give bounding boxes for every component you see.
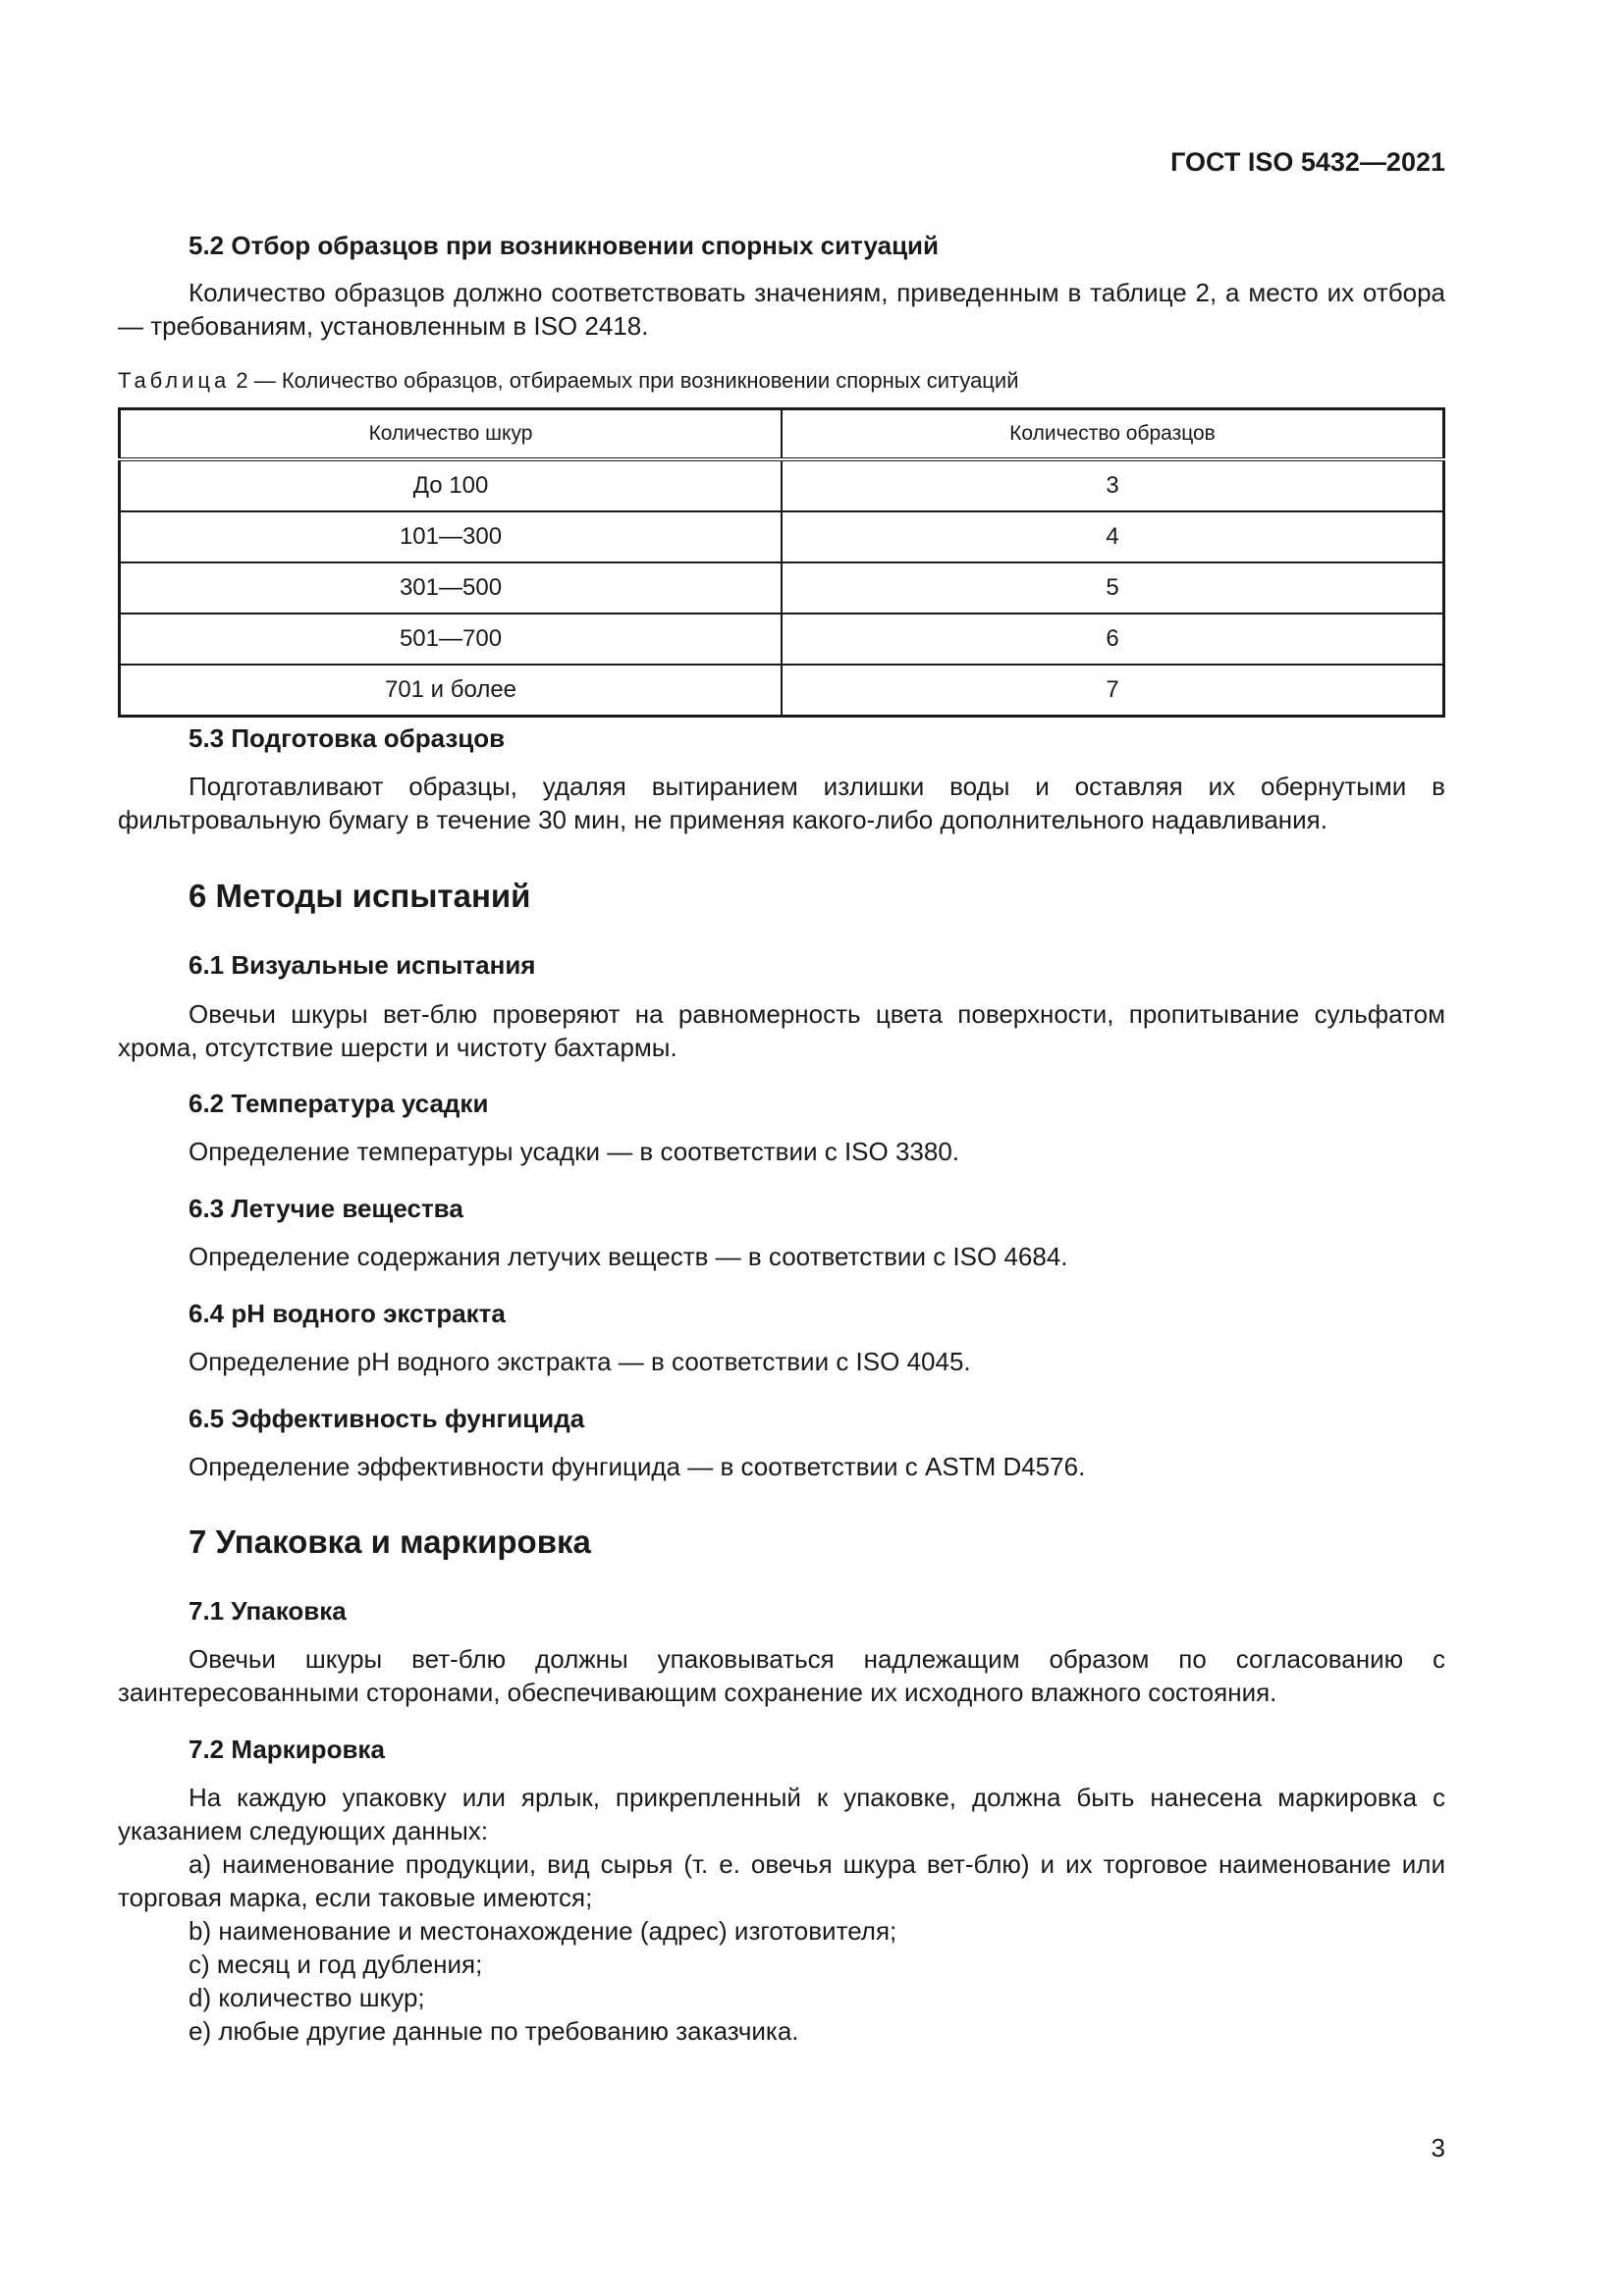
section-7-1-text: Овечьи шкуры вет-блю должны упаковываться надлежащим образом по согласованию с заинтересованными сторонами, обеспечивающим сохранение их исходного влажного состояния. <box>118 1644 1445 1707</box>
section-6-2-title: 6.2 Температура усадки <box>189 1089 489 1118</box>
table-header-row <box>120 409 1444 460</box>
section-6-3-text: Определение содержания летучих веществ — в соответствии с ISO 4684. <box>189 1242 1068 1271</box>
section-7-1-title: 7.1 Упаковка <box>189 1596 347 1626</box>
page-number: 3 <box>1431 2133 1445 2163</box>
table-row <box>120 665 1444 717</box>
table-cell: 301—500 <box>120 562 783 614</box>
table-cell: 101—300 <box>120 511 783 562</box>
section-6-2-text: Определение температуры усадки — в соответствии с ISO 3380. <box>189 1137 960 1166</box>
section-6-4-title: 6.4 рН водного экстракта <box>189 1299 506 1328</box>
section-6-5-title: 6.5 Эффективность фунгицида <box>189 1404 585 1433</box>
section-6-title: 6 Методы испытаний <box>189 878 531 914</box>
document-header: ГОСТ ISO 5432—2021 <box>1170 147 1445 177</box>
table-row <box>120 511 1444 562</box>
list-item: b) наименование и местонахождение (адрес) изготовителя; <box>189 1916 897 1946</box>
table-cell: 7 <box>782 665 1444 717</box>
table-header-cell: Количество шкур <box>120 409 783 460</box>
table-row <box>120 562 1444 614</box>
section-6-3-title: 6.3 Летучие вещества <box>189 1194 463 1223</box>
section-6-4-text: Определение рН водного экстракта — в соответствии с ISO 4045. <box>189 1347 971 1376</box>
section-6-1-text: Овечьи шкуры вет-блю проверяют на равномерность цвета поверхности, пропитывание сульфатом хрома, отсутствие шерсти и чистоту бахтармы. <box>118 999 1445 1062</box>
table-cell: 701 и более <box>120 665 783 717</box>
table-cell: 5 <box>782 562 1444 614</box>
section-5-3-title: 5.3 Подготовка образцов <box>189 723 506 753</box>
table-cell: 6 <box>782 614 1444 665</box>
table-caption-word: Таблица <box>118 368 231 393</box>
table-cell: До 100 <box>120 459 783 511</box>
section-6-1-title: 6.1 Визуальные испытания <box>189 950 536 980</box>
table-row <box>120 459 1444 511</box>
samples-table <box>118 407 1445 718</box>
table-row <box>120 614 1444 665</box>
list-item: e) любые другие данные по требованию заказчика. <box>189 2016 799 2046</box>
section-5-2-title: 5.2 Отбор образцов при возникновении спорных ситуаций <box>189 231 940 260</box>
list-item: a) наименование продукции, вид сырья (т. е. овечья шкура вет-блю) и их торговое наименование или торговая марка, если таковые имеются; <box>118 1849 1445 1912</box>
section-7-title: 7 Упаковка и маркировка <box>189 1523 591 1560</box>
marking-list <box>118 1847 1445 2048</box>
table-cell: 501—700 <box>120 614 783 665</box>
table-cell: 3 <box>782 459 1444 511</box>
section-5-2-text: Количество образцов должно соответствовать значениям, приведенным в таблице 2, а место их отбора — требованиям, установленным в ISO 2418. <box>118 278 1445 341</box>
list-item: d) количество шкур; <box>189 1983 425 2012</box>
section-7-2-text: На каждую упаковку или ярлык, прикрепленный к упаковке, должна быть нанесена маркировка с указанием следующих данных: <box>118 1783 1445 1845</box>
section-6-5-text: Определение эффективности фунгицида — в соответствии с ASTM D4576. <box>189 1452 1086 1481</box>
table-caption-text: 2 — Количество образцов, отбираемых при возникновении спорных ситуаций <box>230 368 1019 393</box>
table-header-cell: Количество образцов <box>782 409 1444 460</box>
section-7-2-title: 7.2 Маркировка <box>189 1735 385 1764</box>
section-5-3-text: Подготавливают образцы, удаляя вытиранием излишки воды и оставляя их обернутыми в фильтровальную бумагу в течение 30 мин, не применяя какого-либо дополнительного надавливания. <box>118 772 1445 834</box>
table-cell: 4 <box>782 511 1444 562</box>
list-item: c) месяц и год дубления; <box>189 1949 483 1979</box>
table-caption <box>118 367 1445 395</box>
